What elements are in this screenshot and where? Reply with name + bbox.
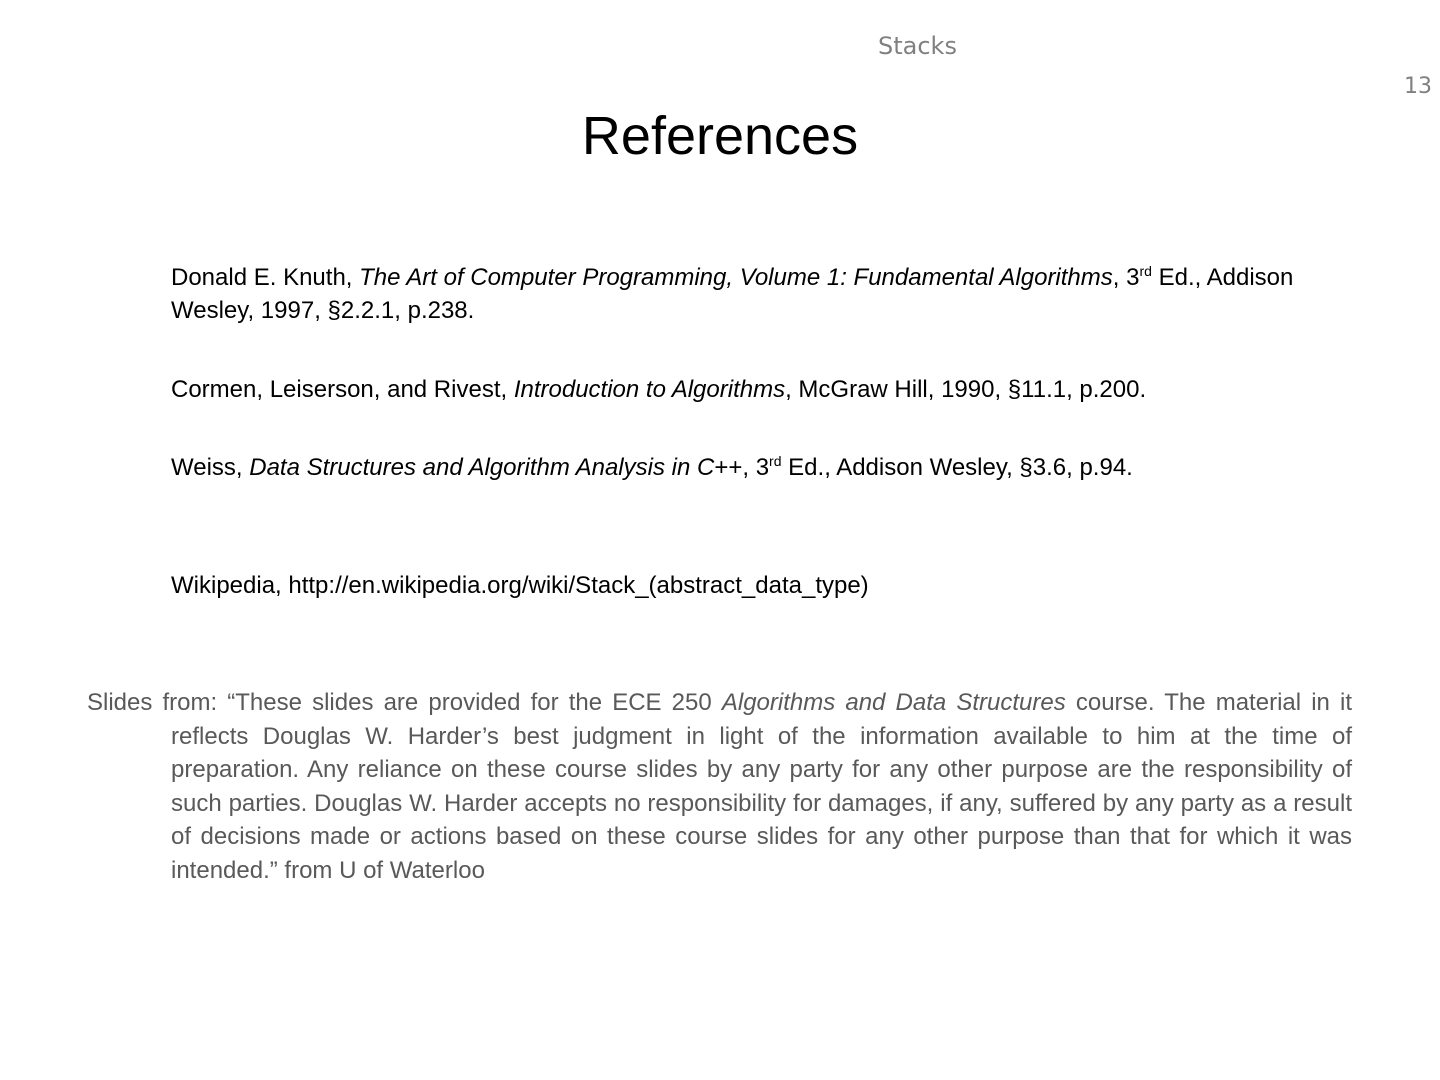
- slide-topic-header: Stacks: [878, 32, 957, 60]
- reference-edition: ++, 3: [714, 454, 770, 481]
- reference-details: Ed., Addison Wesley, §3.6, p.94.: [781, 454, 1133, 481]
- reference-weiss: [171, 451, 1351, 484]
- reference-edition: , 3: [1112, 264, 1140, 291]
- reference-cormen: [171, 373, 1351, 406]
- slide-number: 13: [1404, 74, 1432, 99]
- reference-book-title: The Art of Computer Programming, Volume 1: Fundamental Algorithms: [359, 264, 1113, 291]
- reference-author: Cormen, Leiserson, and Rivest,: [171, 376, 514, 403]
- reference-book-title: Introduction to Algorithms: [513, 376, 786, 403]
- reference-author: Donald E. Knuth,: [171, 264, 360, 291]
- reference-wikipedia: Wikipedia, http://en.wikipedia.org/wiki/Stack_(abstract_data_type): [171, 572, 869, 599]
- reference-details: , McGraw Hill, 1990, §11.1, p.200.: [785, 376, 1147, 403]
- credits-course-name: Algorithms and Data Structures: [721, 689, 1066, 716]
- credits-body: course. The material in it reflects Douglas W. Harder’s best judgment in light of the information available to him at the time of preparation. Any reliance on these course slides by any party for any other purpose are the responsibility of such parties. Douglas W. Harder accepts no responsibility for damages, if any, suffered by any party as a result of decisions made or actions based on these course slides for any other purpose than that for which it was intended.” from U of Waterloo: [171, 689, 1353, 884]
- reference-knuth: [171, 261, 1351, 327]
- slide-credits: [87, 686, 1352, 887]
- reference-author: Weiss,: [171, 454, 250, 481]
- page-title: References: [581, 106, 859, 166]
- reference-edition-suffix: rd: [1139, 263, 1152, 279]
- reference-book-title: Data Structures and Algorithm Analysis in C: [249, 454, 715, 481]
- credits-prefix: Slides from: “These slides are provided for the ECE 250: [87, 689, 722, 716]
- reference-edition-suffix: rd: [769, 453, 782, 469]
- reference-details: Ed., Addison Wesley, 1997, §2.2.1, p.238.: [171, 264, 1294, 324]
